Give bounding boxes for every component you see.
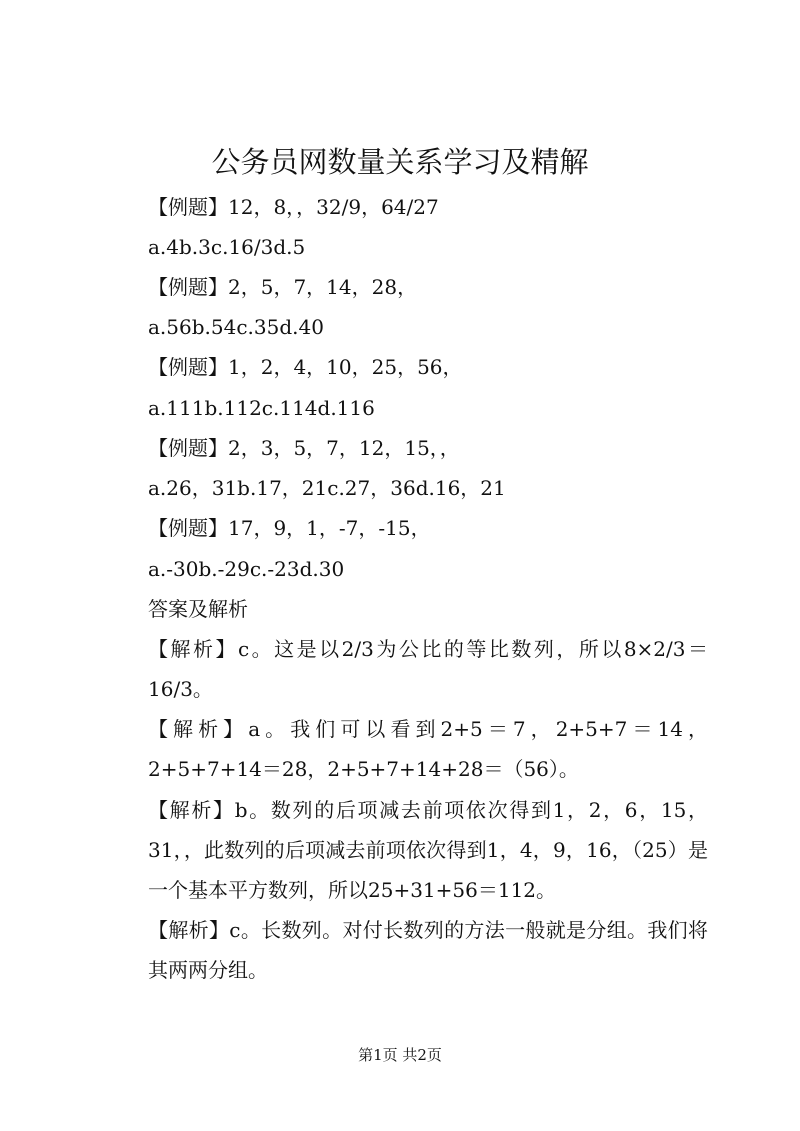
question-5-options: a.-30b.-29c.-23d.30 (148, 557, 345, 581)
question-3-options: a.111b.112c.114d.116 (148, 396, 375, 420)
answers-heading: 答案及解析 (148, 597, 248, 621)
page-footer: 第1页 共2页 (358, 1046, 442, 1064)
analysis-4: 【解析】c。长数列。对付长数列的方法一般就是分组。我们将其两两分组。 (148, 918, 708, 982)
analysis-2: 【解析】a。我们可以看到2+5＝7，2+5+7＝14，2+5+7+14＝28，2+5+7+14+28＝（56）。 (148, 717, 708, 781)
analysis-1: 【解析】c。这是以2/3为公比的等比数列，所以8×2/3＝16/3。 (148, 637, 708, 701)
question-5-line: 【例题】17，9，1，-7，-15， (148, 516, 431, 540)
question-2-options: a.56b.54c.35d.40 (148, 315, 324, 339)
document-title: 公务员网数量关系学习及精解 (211, 145, 589, 179)
question-3-line: 【例题】1，2，4，10，25，56， (148, 355, 463, 379)
question-4-options: a.26，31b.17，21c.27，36d.16，21 (148, 476, 506, 500)
analysis-3: 【解析】b。数列的后项减去前项依次得到1，2，6，15，31，，此数列的后项减去前项依次得到1，4，9，16，（25）是一个基本平方数列，所以25+31+56＝112。 (148, 798, 708, 902)
question-4-line: 【例题】2，3，5，7，12，15，， (148, 436, 460, 460)
question-2-line: 【例题】2，5，7，14，28， (148, 275, 418, 299)
question-1-options: a.4b.3c.16/3d.5 (148, 235, 306, 259)
question-1-line: 【例题】12，8，，32/9，64/27 (148, 195, 439, 219)
